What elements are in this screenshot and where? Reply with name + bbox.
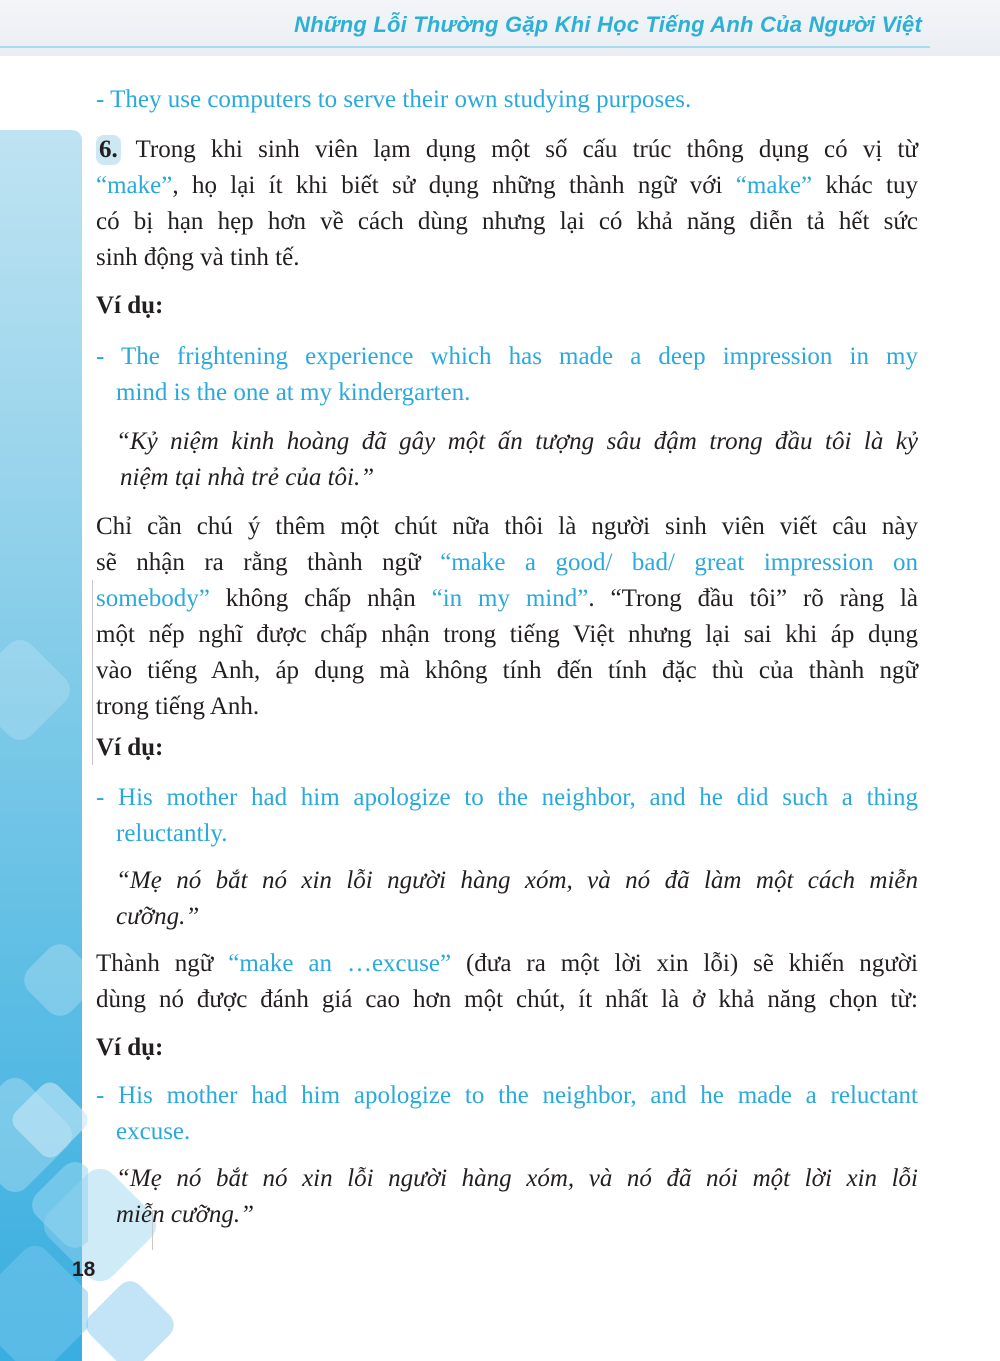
example-en: excuse. [116, 1118, 191, 1145]
example-label: Ví dụ: [96, 1034, 164, 1061]
running-header [0, 0, 1000, 56]
diamond-shape [81, 1276, 180, 1361]
text-line [96, 168, 918, 204]
text-line: vào tiếng Anh, áp dụng mà không tính đến tính đặc thù của thành ngữ [96, 657, 918, 684]
text-run: (đưa ra một lời xin lỗi) sẽ khiến người [451, 950, 918, 977]
text-line: Chỉ cần chú ý thêm một chút nữa thôi là người sinh viên viết câu này [96, 513, 918, 540]
text-run: , họ lại ít khi biết sử dụng những thành ngữ với [172, 172, 736, 199]
text-run: Trong khi sinh viên lạm dụng một số cấu trúc thông dụng có vị từ [120, 136, 918, 163]
text-run: Thành ngữ [96, 950, 229, 977]
explanation-paragraph [96, 509, 918, 725]
explanation-paragraph [96, 946, 918, 1018]
quoted-term: “make an …excuse” [228, 950, 452, 977]
example-vi: “Mẹ nó bắt nó xin lỗi người hàng xóm, và nó đã nói một lời xin lỗi [116, 1165, 918, 1192]
example-vi: cưỡng.” [116, 903, 200, 930]
text-run: khác tuy [812, 172, 918, 199]
quoted-term: “make” [735, 172, 813, 199]
text-line [96, 545, 918, 581]
header-rule [0, 46, 930, 48]
margin-mark [92, 580, 93, 765]
example-sentence [96, 339, 918, 411]
text-line: một nếp nghĩ được chấp nhận trong tiếng Việt nhưng lại sai khi áp dụng [96, 621, 918, 648]
example-vi: “Kỷ niệm kinh hoàng đã gây một ấn tượng sâu đậm trong đầu tôi là kỷ [116, 428, 918, 455]
text-line: có bị hạn hẹp hơn về cách dùng nhưng lại có khả năng diễn tả hết sức [96, 208, 918, 235]
quoted-term: “make” [96, 172, 173, 199]
example-translation [116, 424, 918, 496]
example-en: reluctantly. [116, 820, 228, 847]
example-sentence [96, 1078, 918, 1150]
example-en: mind is the one at my kindergarten. [116, 379, 471, 406]
text-line [96, 132, 918, 168]
quoted-term: “make a good/ bad/ great impression on [440, 549, 919, 576]
text-line [96, 581, 918, 617]
example-en: - His mother had him apologize to the neighbor, and he did such a thing [96, 784, 918, 811]
diamond-shape [8, 1078, 93, 1163]
example-sentence [96, 82, 918, 118]
text-run: . “Trong đầu tôi” rõ ràng là [588, 585, 918, 612]
example-vi: “Mẹ nó bắt nó xin lỗi người hàng xóm, và nó đã làm một cách miễn [116, 867, 918, 894]
text-line [96, 946, 918, 982]
example-translation [116, 863, 918, 935]
example-vi: miễn cưỡng.” [116, 1201, 255, 1228]
text-line: trong tiếng Anh. [96, 693, 260, 720]
text-line: dùng nó được đánh giá cao hơn một chút, ít nhất là ở khả năng chọn từ: [96, 986, 918, 1013]
example-translation [116, 1161, 918, 1233]
book-title: Những Lỗi Thường Gặp Khi Học Tiếng Anh Của Người Việt [294, 12, 922, 37]
example-en: - The frightening experience which has made a deep impression in my [96, 343, 918, 370]
example-sentence [96, 780, 918, 852]
text-run: sẽ nhận ra rằng thành ngữ [96, 549, 441, 576]
item-number: 6. [96, 135, 121, 165]
text-line: sinh động và tinh tế. [96, 244, 300, 271]
page-number: 18 [72, 1258, 96, 1281]
example-vi: niệm tại nhà trẻ của tôi.” [120, 464, 375, 491]
example-label: Ví dụ: [96, 292, 164, 319]
quoted-term: somebody” [96, 585, 210, 612]
quoted-term: “in my mind” [431, 585, 589, 612]
text-run: không chấp nhận [209, 585, 432, 612]
section-6-paragraph [96, 132, 918, 276]
example-label: Ví dụ: [96, 734, 164, 761]
example-en: - His mother had him apologize to the neighbor, and he made a reluctant [96, 1082, 918, 1109]
example-en: - They use computers to serve their own studying purposes. [96, 86, 692, 113]
